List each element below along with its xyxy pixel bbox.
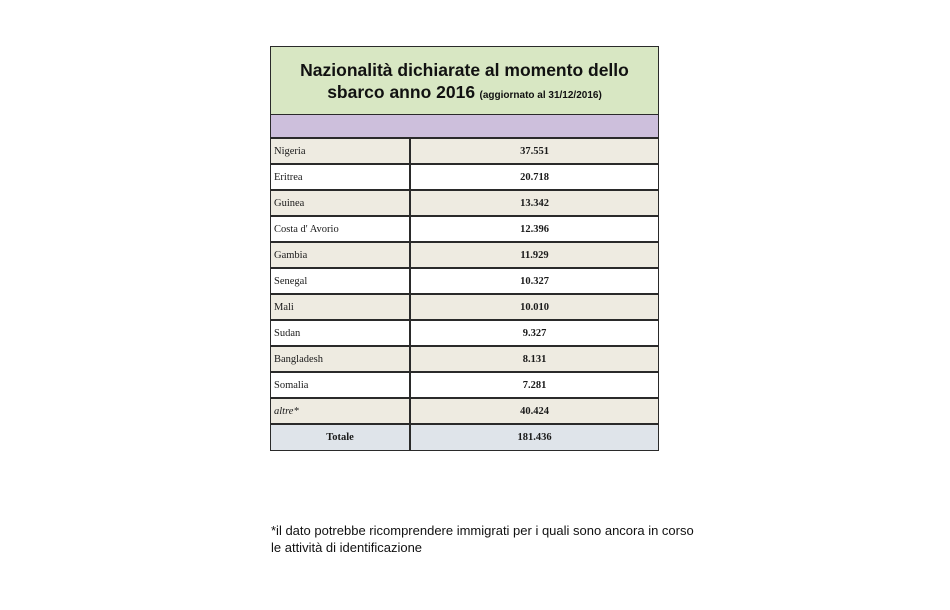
total-row — [271, 425, 658, 450]
row-value: 9.327 — [522, 327, 547, 339]
table-row — [271, 399, 658, 425]
row-name: Senegal — [271, 269, 411, 293]
row-name: Nigeria — [271, 139, 411, 163]
row-value: 8.131 — [522, 353, 547, 365]
table-title-box — [271, 47, 658, 115]
row-value: 40.424 — [520, 405, 549, 417]
row-name: Eritrea — [271, 165, 411, 189]
row-name: Gambia — [271, 243, 411, 267]
table-row — [271, 217, 658, 243]
row-name: Bangladesh — [271, 347, 411, 371]
row-name: Somalia — [271, 373, 411, 397]
table-row — [271, 243, 658, 269]
row-name: Mali — [271, 295, 411, 319]
row-name: altre* — [271, 399, 411, 423]
row-value: 7.281 — [522, 379, 547, 391]
row-name: Sudan — [271, 321, 411, 345]
table-row — [271, 295, 658, 321]
table-row — [271, 373, 658, 399]
table-row — [271, 191, 658, 217]
table-row — [271, 321, 658, 347]
table-title-line1: Nazionalità dichiarate al momento dello — [300, 60, 629, 80]
footnote — [271, 522, 771, 556]
footnote-line2: le attività di identificazione — [271, 540, 423, 555]
table-row — [271, 269, 658, 295]
total-label: Totale — [271, 425, 411, 450]
row-value: 13.342 — [520, 197, 549, 209]
nationality-table — [270, 46, 659, 451]
header-band — [271, 115, 658, 139]
row-name: Guinea — [271, 191, 411, 215]
footnote-line1: *il dato potrebbe ricomprendere immigrati per i quali sono ancora in corso — [271, 523, 694, 538]
total-value: 181.436 — [517, 432, 552, 443]
row-value: 37.551 — [520, 145, 549, 157]
row-value: 10.327 — [520, 275, 549, 287]
table-row — [271, 347, 658, 373]
table-row — [271, 165, 658, 191]
table-title-line2: sbarco anno 2016 — [327, 82, 476, 102]
table-title-note: (aggiornato al 31/12/2016) — [479, 90, 602, 101]
row-value: 10.010 — [520, 301, 549, 313]
row-name: Costa d' Avorio — [271, 217, 411, 241]
row-value: 11.929 — [520, 249, 549, 261]
row-value: 12.396 — [520, 223, 549, 235]
table-row — [271, 139, 658, 165]
row-value: 20.718 — [520, 171, 549, 183]
